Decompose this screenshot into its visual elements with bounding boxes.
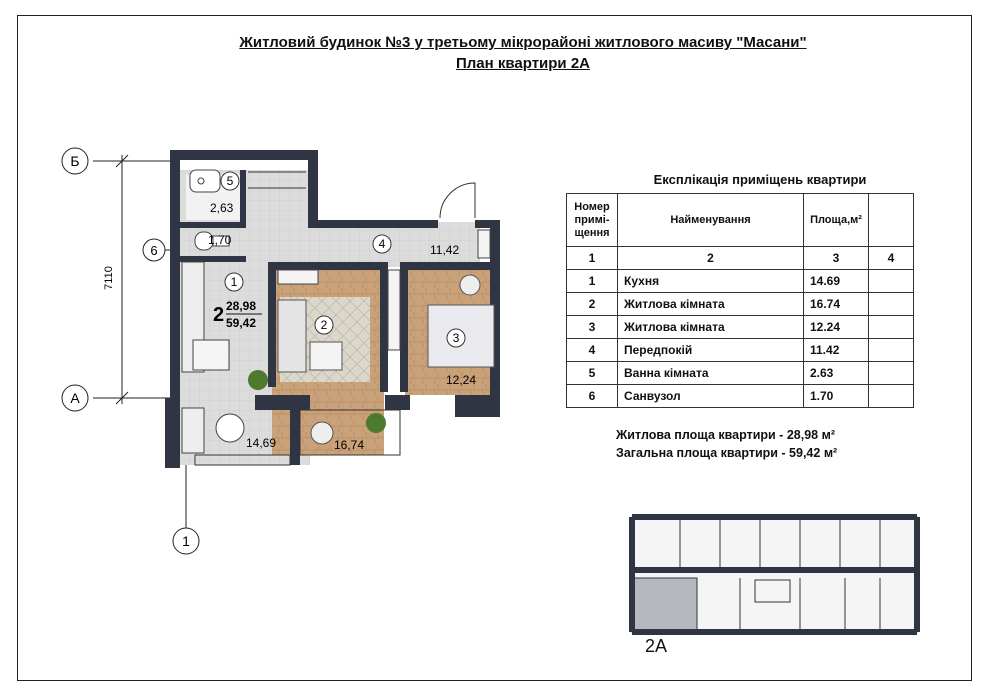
- table-cell: 2: [567, 293, 618, 316]
- dimension-label: 7110: [103, 266, 115, 290]
- schema-apartment-label: 2А: [645, 636, 668, 656]
- table-cell: Санвузол: [618, 385, 804, 408]
- table-cell: Житлова кімната: [618, 316, 804, 339]
- header-name: Найменування: [618, 194, 804, 247]
- axis-6-label: 6: [150, 243, 158, 258]
- header-area: Площа,м²: [804, 194, 869, 247]
- table-row: [567, 362, 914, 385]
- plan-subtitle: План квартири 2А: [455, 55, 590, 72]
- table-cell: 4: [869, 247, 914, 270]
- table-cell: Ванна кімната: [618, 362, 804, 385]
- header-number: Номер примі- щення: [567, 194, 618, 247]
- total-area-label: 59,42: [226, 316, 257, 330]
- table-row: [567, 293, 914, 316]
- table-cell: Передпокій: [618, 339, 804, 362]
- table-cell: 3: [804, 247, 869, 270]
- table-row: [567, 270, 914, 293]
- axis-b-label: Б: [70, 153, 80, 169]
- table-row: [567, 316, 914, 339]
- room4-number: 4: [378, 237, 386, 251]
- table-cell: 14.69: [804, 270, 869, 293]
- table-cell: Житлова кімната: [618, 293, 804, 316]
- table-cell: 11.42: [804, 339, 869, 362]
- table-row: [567, 339, 914, 362]
- table-cell: 16.74: [804, 293, 869, 316]
- table-cell: 2: [618, 247, 804, 270]
- table-cell: 6: [567, 385, 618, 408]
- room1-area: 14,69: [246, 436, 277, 450]
- table-cell: 1: [567, 270, 618, 293]
- room3-number: 3: [452, 331, 460, 345]
- table-cell: 4: [567, 339, 618, 362]
- room6-area: 1,70: [208, 233, 232, 247]
- table-cell: 1.70: [804, 385, 869, 408]
- explication-title: Експлікація приміщень квартири: [653, 172, 867, 187]
- explication-table: [566, 193, 914, 408]
- room1-number: 1: [230, 275, 238, 289]
- table-cell: 12.24: [804, 316, 869, 339]
- room5-number: 5: [226, 174, 234, 188]
- document-title: Житловий будинок №3 у третьому мікрорайоні житлового масиву "Масани": [239, 34, 807, 51]
- floor-schema: [632, 517, 917, 632]
- room2-number: 2: [320, 318, 328, 332]
- room2-area: 16,74: [334, 438, 365, 452]
- table-header-row: [567, 194, 914, 247]
- total-area-summary: Загальна площа квартири - 59,42 м²: [616, 446, 838, 460]
- table-cell: [869, 385, 914, 408]
- table-cell: 2.63: [804, 362, 869, 385]
- table-cell: [869, 362, 914, 385]
- table-cell: [869, 339, 914, 362]
- table-cell: 5: [567, 362, 618, 385]
- table-index-row: [567, 247, 914, 270]
- header-extra: [869, 194, 914, 247]
- rooms-count: 2: [213, 304, 225, 326]
- room3-area: 12,24: [446, 373, 477, 387]
- axis-a-label: А: [70, 390, 80, 406]
- axis-1-label: 1: [182, 533, 190, 549]
- table-cell: 1: [567, 247, 618, 270]
- table-cell: [869, 316, 914, 339]
- table-row: [567, 385, 914, 408]
- living-area-summary: Житлова площа квартири - 28,98 м²: [616, 428, 835, 442]
- table-cell: [869, 293, 914, 316]
- room5-area: 2,63: [210, 201, 234, 215]
- room4-area: 11,42: [430, 243, 460, 257]
- table-cell: [869, 270, 914, 293]
- living-area-label: 28,98: [226, 299, 257, 313]
- table-cell: Кухня: [618, 270, 804, 293]
- table-cell: 3: [567, 316, 618, 339]
